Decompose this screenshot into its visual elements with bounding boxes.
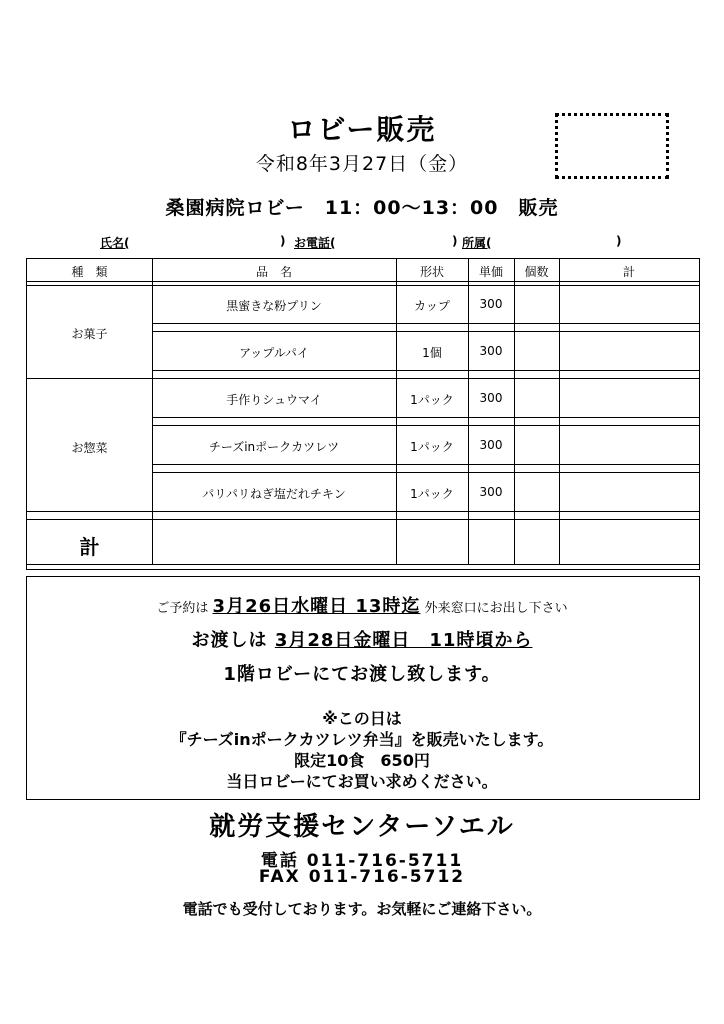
reservation-line bbox=[0, 592, 724, 618]
reservation-prefix: ご予約は bbox=[156, 601, 209, 616]
item-price: 300 bbox=[479, 485, 503, 499]
item-name: 手作りシュウマイ bbox=[226, 393, 322, 407]
phone-field-label: お電話( bbox=[294, 236, 336, 250]
handover-line bbox=[0, 626, 724, 652]
item-price: 300 bbox=[479, 391, 503, 405]
header-shape: 形状 bbox=[419, 265, 444, 279]
name-field-close: ) bbox=[280, 234, 286, 248]
item-price: 300 bbox=[479, 297, 503, 311]
handover-prefix: お渡しは bbox=[191, 630, 268, 651]
contact-note: 電話でも受付しております。お気軽にご連絡下さい。 bbox=[182, 900, 542, 918]
phone-label: 電話 bbox=[260, 851, 299, 871]
fax-line bbox=[0, 867, 724, 887]
item-shape: 1パック bbox=[410, 487, 454, 501]
item-shape: 1個 bbox=[422, 346, 442, 360]
reservation-suffix: 外来窓口にお出し下さい bbox=[424, 601, 568, 616]
special-limit: 限定10食 650円 bbox=[294, 751, 430, 770]
handover-place: 1階ロビーにてお渡し致します。 bbox=[223, 664, 501, 685]
item-name: チーズinポークカツレツ bbox=[208, 440, 340, 454]
item-price: 300 bbox=[479, 438, 503, 452]
header-total: 計 bbox=[622, 265, 635, 279]
phone-number: 011-716-5711 bbox=[306, 851, 464, 871]
special-heading: ※この日は bbox=[322, 709, 402, 728]
total-label: 計 bbox=[79, 535, 100, 559]
phone-field-close: ) bbox=[452, 234, 458, 248]
name-field-label: 氏名( bbox=[100, 236, 130, 250]
category-sweets: お菓子 bbox=[71, 327, 108, 341]
affiliation-field-label: 所属( bbox=[462, 236, 492, 250]
special-note: 当日ロビーにてお買い求めください。 bbox=[226, 772, 498, 791]
category-side-dishes: お惣菜 bbox=[71, 441, 108, 455]
item-name: アップルパイ bbox=[239, 346, 309, 360]
order-table bbox=[26, 258, 700, 570]
header-quantity: 個数 bbox=[524, 265, 549, 279]
header-item-name: 品 名 bbox=[255, 265, 292, 279]
fax-label: FAX bbox=[258, 867, 301, 887]
stamp-box bbox=[555, 113, 669, 179]
item-price: 300 bbox=[479, 344, 503, 358]
item-name: パリパリねぎ塩だれチキン bbox=[202, 487, 346, 501]
item-name: 黒蜜きな粉プリン bbox=[226, 299, 322, 313]
fax-number: 011-716-5712 bbox=[308, 867, 466, 887]
special-item: 『チーズinポークカツレツ弁当』を販売いたします。 bbox=[170, 730, 554, 749]
reservation-deadline: 3月26日水曜日 13時迄 bbox=[212, 596, 421, 617]
header-category: 種 類 bbox=[71, 265, 108, 279]
special-notice bbox=[0, 708, 724, 792]
handover-time: 3月28日金曜日 11時頃から bbox=[274, 630, 533, 651]
organization-name: 就労支援センターソエル bbox=[209, 812, 515, 842]
item-shape: 1パック bbox=[410, 393, 454, 407]
sale-venue: 桑園病院ロビー 11：00〜13：00 販売 bbox=[165, 197, 559, 219]
affiliation-field-close: ) bbox=[616, 234, 622, 248]
header-price: 単価 bbox=[478, 265, 503, 279]
page-title: ロビー販売 bbox=[287, 113, 437, 146]
sale-date: 令和8年3月27日（金） bbox=[255, 153, 469, 175]
item-shape: カップ bbox=[414, 299, 450, 313]
item-shape: 1パック bbox=[410, 440, 454, 454]
